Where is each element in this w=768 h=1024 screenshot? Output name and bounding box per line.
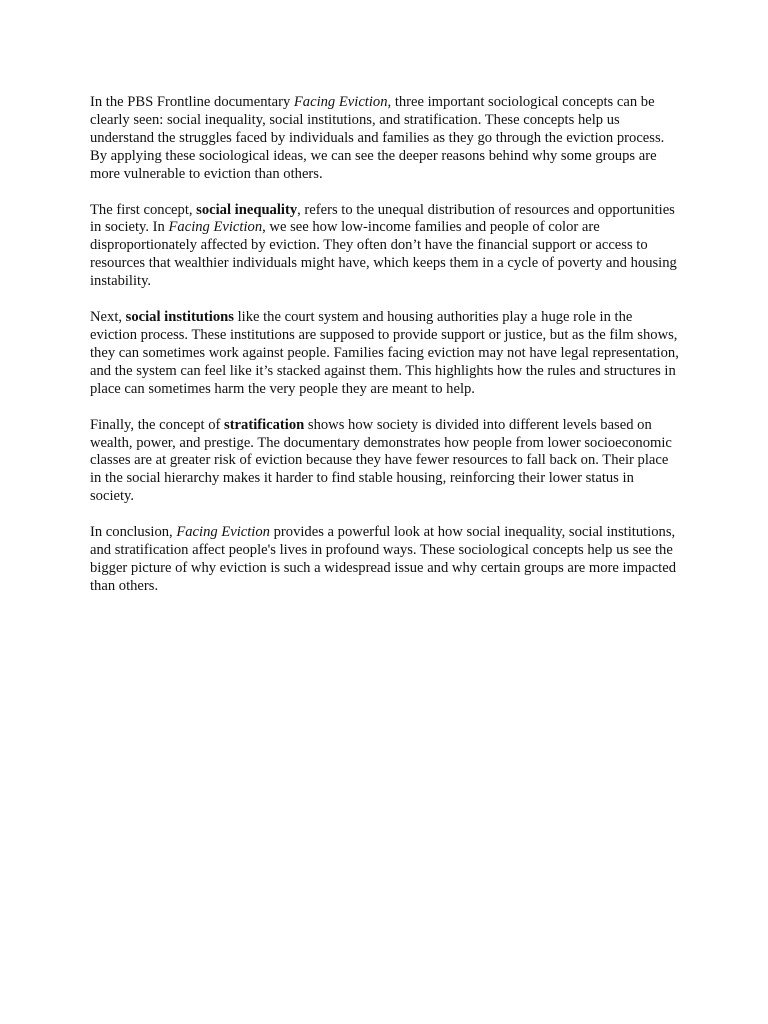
document-body	[90, 94, 680, 614]
text-run: In the PBS Frontline documentary	[90, 94, 294, 110]
concept-term: stratification	[224, 416, 305, 433]
text-run: The first concept,	[90, 201, 197, 218]
concept-term: social institutions	[125, 309, 234, 326]
film-title: Facing Eviction	[293, 94, 388, 110]
concept-term: social inequality	[196, 201, 298, 218]
text-run: , we see how low-income families and people of color are disproportionately affected by eviction. They often don’t have the financial support or access to resources that wealthier individuals might have, which keeps them in a cycle of poverty and housing instability.	[90, 219, 677, 290]
paragraph-social-institutions	[90, 309, 680, 399]
text-run: like the court system and housing authorities play a huge role in the eviction process. These institutions are supposed to provide support or justice, but as the film shows, they can sometimes work against people. Families facing eviction may not have legal representation, and the system can feel like it’s stacked against them. This highlights how the rules and structures in place can sometimes harm the very people they are meant to help.	[90, 309, 679, 397]
text-run: In conclusion,	[90, 524, 177, 541]
paragraph-intro	[90, 94, 680, 184]
text-run: Finally, the concept of	[90, 416, 225, 433]
text-run: shows how society is divided into different levels based on wealth, power, and prestige. The documentary demonstrates how people from lower socioeconomic classes are at greater risk of eviction because they have fewer resources to fall back on. Their place in the social hierarchy makes it harder to find stable housing, reinforcing their lower status in society.	[90, 416, 672, 505]
text-run: provides a powerful look at how social inequality, social institutions, and stratification affect people's lives in profound ways. These sociological concepts help us see the bigger picture of why eviction is such a widespread issue and why certain groups are more impacted than others.	[90, 524, 676, 594]
film-title: Facing Eviction	[176, 524, 270, 541]
paragraph-social-inequality	[90, 202, 680, 292]
paragraph-conclusion	[90, 524, 680, 596]
text-run: , refers to the unequal distribution of resources and opportunities in society. In	[90, 201, 675, 236]
film-title: Facing Eviction	[168, 219, 263, 236]
text-run: , three important sociological concepts can be clearly seen: social inequality, social institutions, and stratification. These concepts help us understand the struggles faced by individuals and families as they go through the eviction process. By applying these sociological ideas, we can see the deeper reasons behind why some groups are more vulnerable to eviction than others.	[90, 94, 665, 182]
text-run: Next,	[90, 309, 126, 326]
paragraph-stratification	[90, 417, 680, 507]
